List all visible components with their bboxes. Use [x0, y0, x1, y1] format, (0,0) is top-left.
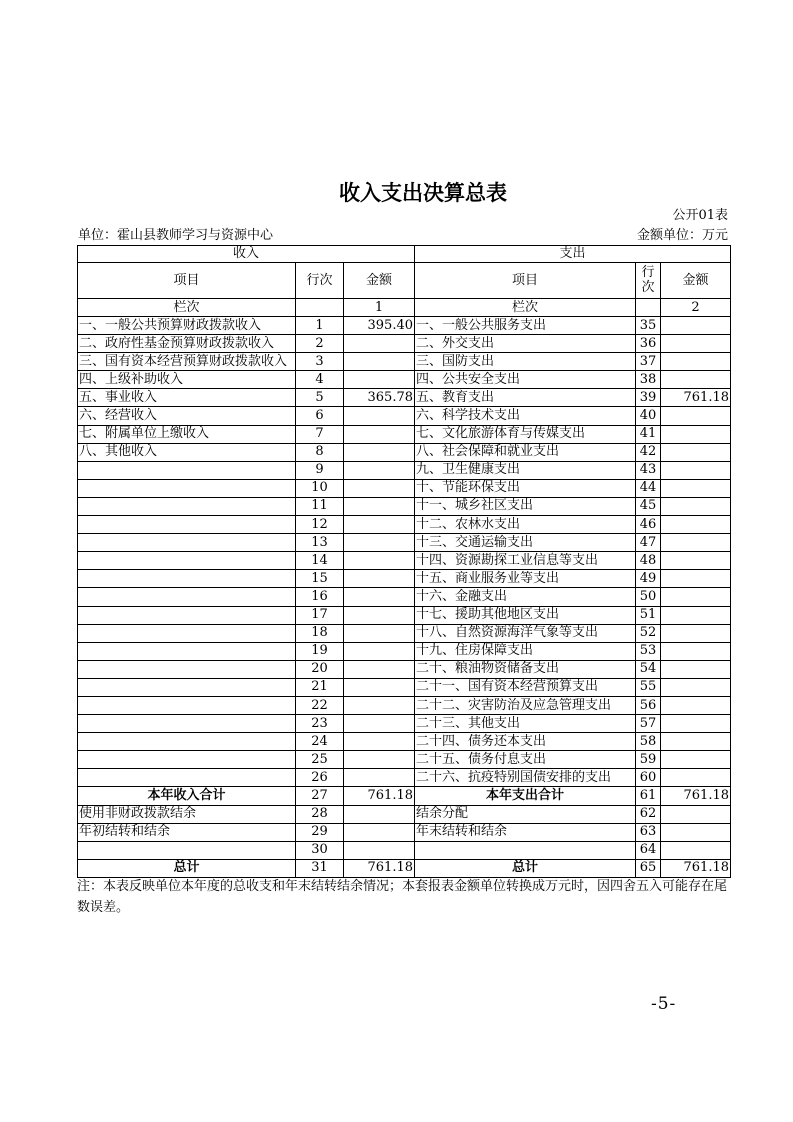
income-line-cell: 16 — [296, 588, 344, 606]
table-row — [78, 552, 731, 570]
table-row — [78, 660, 731, 678]
expense-amount-cell — [661, 733, 731, 751]
expense-item-cell: 结余分配 — [415, 805, 636, 823]
expense-item-cell: 九、卫生健康支出 — [415, 461, 636, 479]
table-row — [78, 497, 731, 515]
income-item-cell: 五、事业收入 — [78, 389, 296, 407]
income-amount-cell — [344, 516, 415, 534]
income-amount-cell — [344, 534, 415, 552]
expense-line-cell: 58 — [636, 733, 661, 751]
expense-line-cell: 40 — [636, 407, 661, 425]
income-line-cell: 30 — [296, 841, 344, 859]
expense-amount-cell — [661, 805, 731, 823]
expense-line-cell: 59 — [636, 751, 661, 769]
income-item-cell: 二、政府性基金预算财政拨款收入 — [78, 335, 296, 353]
income-item-cell — [78, 606, 296, 624]
income-item-cell — [78, 660, 296, 678]
income-line-cell: 12 — [296, 516, 344, 534]
income-item-header: 项目 — [78, 263, 296, 299]
expense-amount-cell — [661, 678, 731, 696]
expense-line-cell: 64 — [636, 841, 661, 859]
expense-amount-cell — [661, 696, 731, 714]
table-row — [78, 769, 731, 787]
table-row — [78, 805, 731, 823]
expense-item-cell: 十四、资源勘探工业信息等支出 — [415, 552, 636, 570]
expense-amount-cell — [661, 642, 731, 660]
income-amount-cell — [344, 733, 415, 751]
income-line-cell: 21 — [296, 678, 344, 696]
table-row — [78, 353, 731, 371]
income-amount-cell — [344, 371, 415, 389]
table-row — [78, 841, 731, 859]
unit-label: 单位：霍山县教师学习与资源中心 — [78, 228, 274, 243]
income-amount-cell — [344, 624, 415, 642]
expense-line-cell: 54 — [636, 660, 661, 678]
income-amount-cell — [344, 425, 415, 443]
income-item-cell — [78, 733, 296, 751]
expense-item-cell: 二十五、债务付息支出 — [415, 751, 636, 769]
income-amount-cell — [344, 497, 415, 515]
expense-item-cell: 八、社会保障和就业支出 — [415, 443, 636, 461]
expense-item-cell — [415, 841, 636, 859]
expense-line-cell: 46 — [636, 516, 661, 534]
expense-line-cell: 63 — [636, 823, 661, 841]
footnote: 注：本表反映单位本年度的总收支和年末结转结余情况；本套报表金额单位转换成万元时，因四舍五入可能存在尾数误差。 — [77, 879, 728, 915]
expense-amount-cell — [661, 823, 731, 841]
income-item-cell — [78, 769, 296, 787]
income-line-cell: 19 — [296, 642, 344, 660]
page-title: 收入支出决算总表 — [339, 180, 507, 205]
expense-line-cell: 55 — [636, 678, 661, 696]
expense-line-cell: 52 — [636, 624, 661, 642]
expense-item-cell: 二十六、抗疫特别国债安排的支出 — [415, 769, 636, 787]
income-line-cell: 4 — [296, 371, 344, 389]
expense-item-cell: 十二、农林水支出 — [415, 516, 636, 534]
expense-item-cell: 六、科学技术支出 — [415, 407, 636, 425]
income-amount-cell — [344, 642, 415, 660]
income-line-cell: 14 — [296, 552, 344, 570]
income-amount-cell — [344, 479, 415, 497]
income-line-cell: 5 — [296, 389, 344, 407]
income-line-cell: 10 — [296, 479, 344, 497]
expense-item-cell: 四、公共安全支出 — [415, 371, 636, 389]
income-item-cell — [78, 696, 296, 714]
income-item-cell — [78, 570, 296, 588]
expense-item-cell: 五、教育支出 — [415, 389, 636, 407]
expense-item-index: 栏次 — [415, 299, 636, 317]
expense-amount-cell — [661, 479, 731, 497]
expense-item-cell: 二十三、其他支出 — [415, 715, 636, 733]
income-item-cell: 本年收入合计 — [78, 787, 296, 805]
income-section-header: 收入 — [78, 246, 415, 263]
column-header-row — [78, 263, 731, 299]
income-item-cell: 四、上级补助收入 — [78, 371, 296, 389]
income-item-index: 栏次 — [78, 299, 296, 317]
income-item-cell — [78, 715, 296, 733]
expense-item-header: 项目 — [415, 263, 636, 299]
expense-line-cell: 50 — [636, 588, 661, 606]
table-row — [78, 642, 731, 660]
income-line-cell: 22 — [296, 696, 344, 714]
expense-line-cell: 56 — [636, 696, 661, 714]
table-row — [78, 570, 731, 588]
income-amount-cell — [344, 678, 415, 696]
expense-line-cell: 60 — [636, 769, 661, 787]
expense-amount-cell — [661, 353, 731, 371]
income-amount-cell — [344, 841, 415, 859]
income-line-header: 行次 — [296, 263, 344, 299]
amount-unit-label: 金额单位：万元 — [636, 228, 728, 243]
income-item-cell — [78, 678, 296, 696]
table-row — [78, 823, 731, 841]
expense-line-cell: 37 — [636, 353, 661, 371]
table-row — [78, 461, 731, 479]
expense-item-cell: 三、国防支出 — [415, 353, 636, 371]
expense-amount-cell — [661, 769, 731, 787]
income-amount-cell — [344, 461, 415, 479]
income-line-cell: 20 — [296, 660, 344, 678]
income-amount-cell — [344, 443, 415, 461]
income-amount-cell — [344, 588, 415, 606]
income-item-cell — [78, 516, 296, 534]
expense-section-header: 支出 — [415, 246, 731, 263]
expense-item-cell: 十九、住房保障支出 — [415, 642, 636, 660]
expense-item-cell: 二十、粮油物资储备支出 — [415, 660, 636, 678]
income-amount-cell — [344, 407, 415, 425]
income-item-cell — [78, 588, 296, 606]
expense-line-cell: 53 — [636, 642, 661, 660]
expense-line-cell: 35 — [636, 317, 661, 335]
expense-amount-cell — [661, 407, 731, 425]
income-line-cell: 1 — [296, 317, 344, 335]
expense-amount-cell — [661, 335, 731, 353]
expense-amount-header: 金额 — [661, 263, 731, 299]
income-amount-cell — [344, 552, 415, 570]
expense-item-cell: 七、文化旅游体育与传媒支出 — [415, 425, 636, 443]
expense-amount-cell: 761.18 — [661, 787, 731, 805]
table-row — [78, 389, 731, 407]
expense-line-cell: 44 — [636, 479, 661, 497]
income-line-cell: 3 — [296, 353, 344, 371]
expense-line-cell: 51 — [636, 606, 661, 624]
income-line-cell: 28 — [296, 805, 344, 823]
income-amount-cell — [344, 823, 415, 841]
income-line-cell: 29 — [296, 823, 344, 841]
income-item-cell: 年初结转和结余 — [78, 823, 296, 841]
expense-amount-cell — [661, 841, 731, 859]
expense-item-cell: 十三、交通运输支出 — [415, 534, 636, 552]
income-amount-cell: 761.18 — [344, 859, 415, 877]
expense-line-index — [636, 299, 661, 317]
income-item-cell — [78, 642, 296, 660]
expense-item-cell: 十、节能环保支出 — [415, 479, 636, 497]
expense-item-cell: 本年支出合计 — [415, 787, 636, 805]
income-item-cell: 三、国有资本经营预算财政拨款收入 — [78, 353, 296, 371]
income-line-cell: 2 — [296, 335, 344, 353]
page-number: -5- — [651, 994, 677, 1014]
expense-line-cell: 62 — [636, 805, 661, 823]
expense-line-cell: 47 — [636, 534, 661, 552]
expense-line-cell: 39 — [636, 389, 661, 407]
expense-amount-cell — [661, 425, 731, 443]
expense-amount-cell — [661, 751, 731, 769]
expense-line-cell: 57 — [636, 715, 661, 733]
expense-amount-index: 2 — [661, 299, 731, 317]
expense-amount-cell — [661, 715, 731, 733]
income-line-cell: 13 — [296, 534, 344, 552]
income-amount-cell — [344, 805, 415, 823]
table-row — [78, 733, 731, 751]
expense-line-cell: 38 — [636, 371, 661, 389]
column-index-row — [78, 299, 731, 317]
table-row — [78, 534, 731, 552]
income-line-cell: 11 — [296, 497, 344, 515]
table-row — [78, 443, 731, 461]
income-item-cell — [78, 841, 296, 859]
income-line-cell: 17 — [296, 606, 344, 624]
income-line-cell: 9 — [296, 461, 344, 479]
income-amount-index: 1 — [344, 299, 415, 317]
table-row — [78, 678, 731, 696]
income-line-cell: 23 — [296, 715, 344, 733]
income-amount-cell — [344, 769, 415, 787]
expense-amount-cell — [661, 443, 731, 461]
income-item-cell — [78, 624, 296, 642]
expense-amount-cell: 761.18 — [661, 859, 731, 877]
income-item-cell: 七、附属单位上缴收入 — [78, 425, 296, 443]
income-line-cell: 7 — [296, 425, 344, 443]
expense-amount-cell — [661, 371, 731, 389]
table-row — [78, 407, 731, 425]
income-item-cell: 六、经营收入 — [78, 407, 296, 425]
expense-item-cell: 十一、城乡社区支出 — [415, 497, 636, 515]
table-row — [78, 516, 731, 534]
expense-item-cell: 十六、金融支出 — [415, 588, 636, 606]
section-header-row — [78, 246, 731, 263]
expense-item-cell: 十八、自然资源海洋气象等支出 — [415, 624, 636, 642]
income-line-cell: 25 — [296, 751, 344, 769]
expense-amount-cell — [661, 624, 731, 642]
income-line-cell: 27 — [296, 787, 344, 805]
expense-amount-cell — [661, 588, 731, 606]
table-row — [78, 479, 731, 497]
expense-amount-cell — [661, 552, 731, 570]
expense-item-cell: 二十二、灾害防治及应急管理支出 — [415, 696, 636, 714]
income-item-cell: 八、其他收入 — [78, 443, 296, 461]
income-amount-cell: 365.78 — [344, 389, 415, 407]
income-item-cell — [78, 497, 296, 515]
expense-amount-cell — [661, 497, 731, 515]
expense-amount-cell: 761.18 — [661, 389, 731, 407]
expense-amount-cell — [661, 660, 731, 678]
expense-line-cell: 48 — [636, 552, 661, 570]
income-item-cell: 一、一般公共预算财政拨款收入 — [78, 317, 296, 335]
table-row — [78, 624, 731, 642]
income-line-cell: 8 — [296, 443, 344, 461]
income-amount-cell — [344, 606, 415, 624]
expense-item-cell: 年末结转和结余 — [415, 823, 636, 841]
expense-line-cell: 61 — [636, 787, 661, 805]
expense-amount-cell — [661, 317, 731, 335]
expense-line-cell: 45 — [636, 497, 661, 515]
income-amount-cell — [344, 751, 415, 769]
summary-row — [78, 787, 731, 805]
expense-item-cell: 十七、援助其他地区支出 — [415, 606, 636, 624]
income-amount-cell — [344, 353, 415, 371]
expense-item-cell: 二、外交支出 — [415, 335, 636, 353]
income-line-cell: 24 — [296, 733, 344, 751]
income-item-cell — [78, 534, 296, 552]
table-row — [78, 696, 731, 714]
income-line-index — [296, 299, 344, 317]
income-amount-cell: 761.18 — [344, 787, 415, 805]
table-row — [78, 317, 731, 335]
summary-row — [78, 859, 731, 877]
expense-item-cell: 十五、商业服务业等支出 — [415, 570, 636, 588]
income-amount-cell — [344, 335, 415, 353]
table-row — [78, 751, 731, 769]
expense-item-cell: 二十四、债务还本支出 — [415, 733, 636, 751]
income-item-cell — [78, 479, 296, 497]
expense-line-cell: 41 — [636, 425, 661, 443]
income-item-cell: 总计 — [78, 859, 296, 877]
income-amount-cell — [344, 660, 415, 678]
expense-line-header-text: 行次 — [641, 265, 655, 295]
expense-amount-cell — [661, 534, 731, 552]
expense-item-cell: 总计 — [415, 859, 636, 877]
income-amount-cell — [344, 570, 415, 588]
expense-line-cell: 36 — [636, 335, 661, 353]
expense-item-cell: 一、一般公共服务支出 — [415, 317, 636, 335]
income-line-cell: 31 — [296, 859, 344, 877]
expense-amount-cell — [661, 606, 731, 624]
expense-line-cell: 49 — [636, 570, 661, 588]
expense-amount-cell — [661, 570, 731, 588]
income-amount-cell: 395.40 — [344, 317, 415, 335]
income-line-cell: 15 — [296, 570, 344, 588]
income-item-cell: 使用非财政拨款结余 — [78, 805, 296, 823]
form-code: 公开01表 — [672, 208, 728, 223]
table-row — [78, 335, 731, 353]
table-row — [78, 715, 731, 733]
expense-amount-cell — [661, 461, 731, 479]
income-line-cell: 26 — [296, 769, 344, 787]
expense-item-cell: 二十一、国有资本经营预算支出 — [415, 678, 636, 696]
expense-line-header — [636, 263, 661, 299]
table-row — [78, 606, 731, 624]
income-amount-cell — [344, 715, 415, 733]
income-item-cell — [78, 751, 296, 769]
income-expense-table — [77, 245, 731, 878]
table-row — [78, 425, 731, 443]
income-line-cell: 18 — [296, 624, 344, 642]
income-item-cell — [78, 552, 296, 570]
income-amount-cell — [344, 696, 415, 714]
table-row — [78, 371, 731, 389]
expense-amount-cell — [661, 516, 731, 534]
expense-line-cell: 65 — [636, 859, 661, 877]
income-item-cell — [78, 461, 296, 479]
expense-line-cell: 43 — [636, 461, 661, 479]
table-row — [78, 588, 731, 606]
expense-line-cell: 42 — [636, 443, 661, 461]
income-line-cell: 6 — [296, 407, 344, 425]
income-amount-header: 金额 — [344, 263, 415, 299]
